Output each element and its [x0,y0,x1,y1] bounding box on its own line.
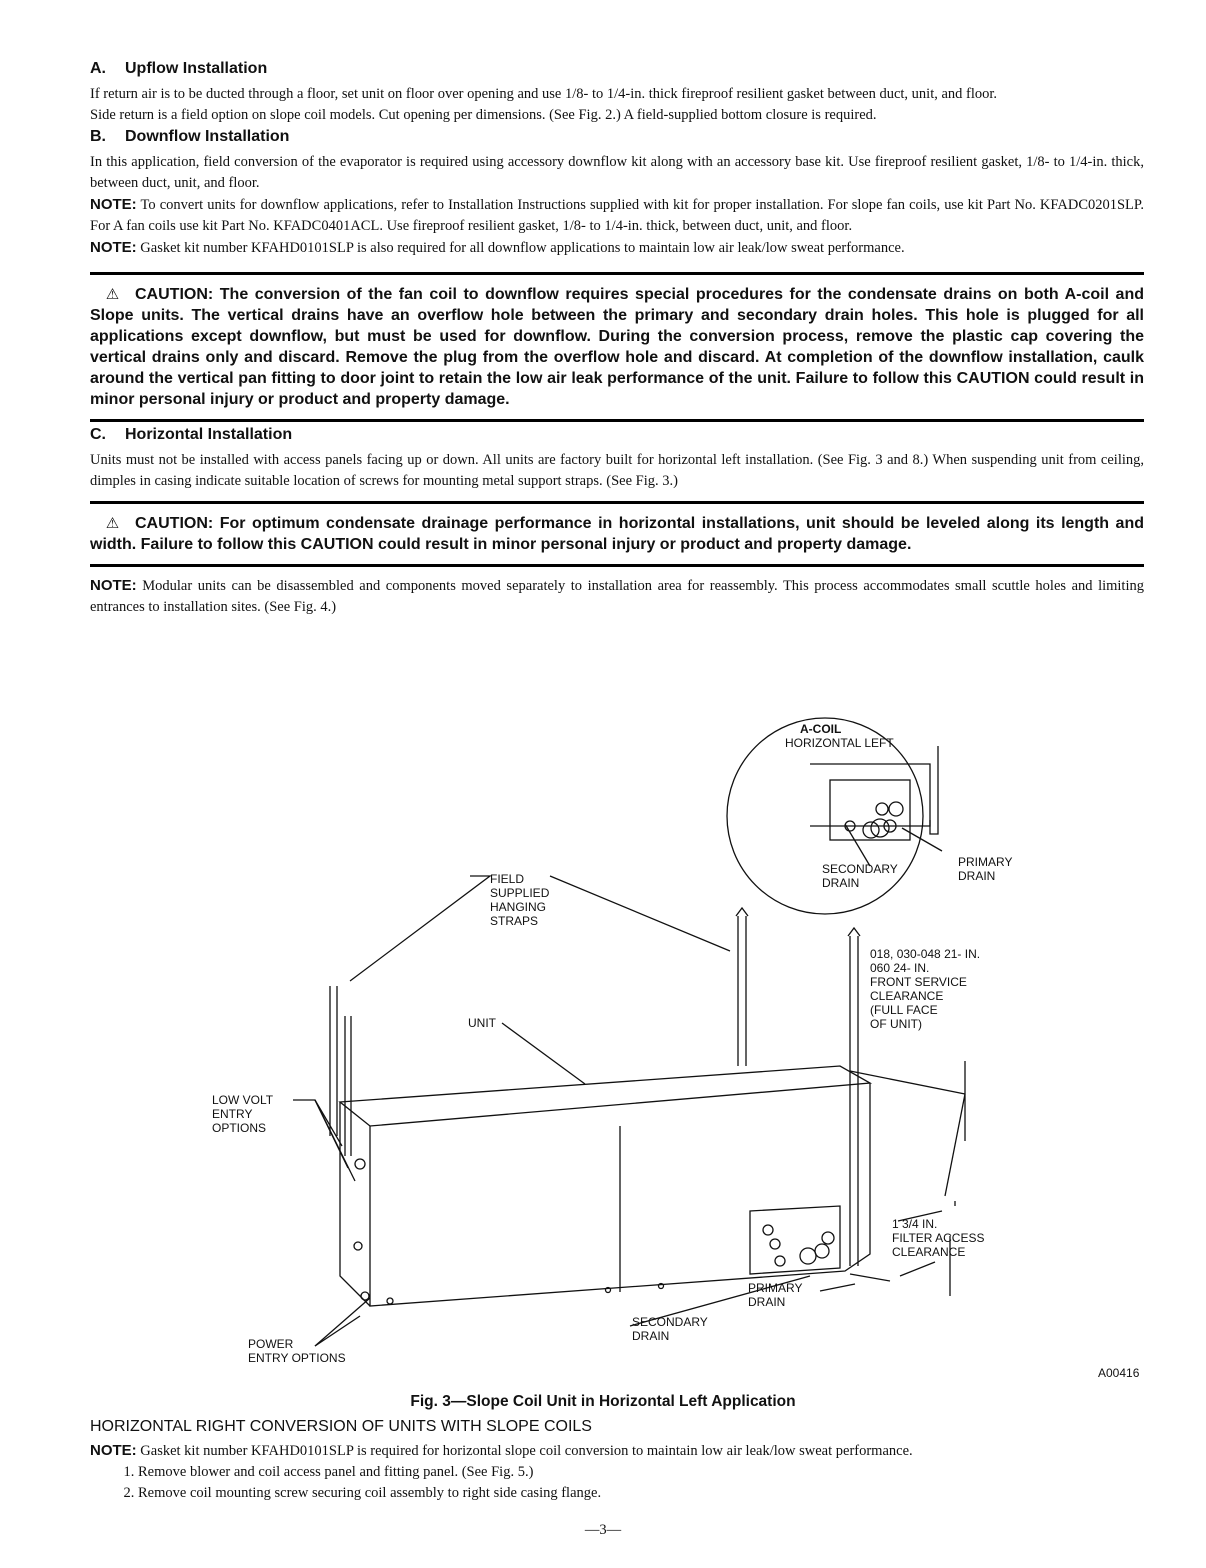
label-filter-2: FILTER ACCESS [892,1231,985,1245]
label-filter-1: 1 3/4 IN. [892,1217,938,1231]
strap-center [738,916,746,1066]
divider [90,272,1144,275]
label-filter-3: CLEARANCE [892,1245,966,1259]
caution-triangle-icon: ⚠ [105,515,120,532]
section-b-note-2: NOTE: Gasket kit number KFAHD0101SLP is also required for all downflow applications to maintain low air leak/low sweat performance. [90,239,905,256]
unit-top [340,1066,870,1126]
label-low-volt: LOW VOLT [212,1093,274,1107]
section-a-paragraph-1: If return air is to be ducted through a floor, set unit on floor over opening and use 1/8- to 1/4-in. thick fireproof resilient gasket between duct, unit, and floor. [90,86,998,102]
label-primary-drain-detail: PRIMARY [958,855,1013,869]
page-number: —3— [584,1522,622,1538]
label-primary-drain-2: DRAIN [748,1295,786,1309]
label-primary-drain: PRIMARY [748,1281,803,1295]
label-field: FIELD [490,872,525,886]
label-primary-drain-detail-2: DRAIN [958,869,996,883]
label-secondary-drain: SECONDARY [632,1315,708,1329]
divider [90,419,1144,422]
label-entry: ENTRY [212,1107,253,1121]
label-clearance-3: FRONT SERVICE [870,975,967,989]
label-secondary-drain-2: DRAIN [632,1329,670,1343]
horizontal-right-section [90,1416,1144,1504]
strap-right [850,936,858,1266]
label-unit: UNIT [468,1016,496,1030]
page-body [90,58,1144,618]
figure-caption: Fig. 3—Slope Coil Unit in Horizontal Left Application [410,1393,796,1410]
strap-left [330,986,337,1136]
label-hanging: HANGING [490,900,547,914]
figure-3-diagram [190,716,1150,1386]
section-c-heading: C. Horizontal Installation [90,426,293,443]
conversion-steps [90,1462,1144,1504]
figure-id: A00416 [1098,1366,1140,1380]
label-secondary-drain-detail-2: DRAIN [822,876,860,890]
label-clearance-2: 060 24- IN. [870,961,930,975]
horizontal-right-heading: HORIZONTAL RIGHT CONVERSION OF UNITS WITH SLOPE COILS [90,1418,592,1435]
section-a-heading: A. Upflow Installation [90,60,268,77]
label-clearance-4: CLEARANCE [870,989,944,1003]
list-item: 1. Remove blower and coil access panel and fitting panel. (See Fig. 5.) [138,1462,1144,1483]
label-options: OPTIONS [212,1121,267,1135]
section-b-heading: B. Downflow Installation [90,128,290,145]
section-b-paragraph-1: In this application, field conversion of the evaporator is required using accessory downflow kit along with an accessory base kit. Use fireproof resilient gasket, 1/8- to 1/4-in. thick, between duct, unit, and floor. [90,154,1144,191]
label-horizontal-left: HORIZONTAL LEFT [785,736,894,750]
modular-note: NOTE: Modular units can be disassembled and components moved separately to installation area for reassembly. This process accommodates small scuttle holes and limiting entrances to installation sites. (See Fig. 4.) [90,577,1144,615]
label-secondary-drain-detail: SECONDARY [822,862,898,876]
label-clearance-1: 018, 030-048 21- IN. [870,947,981,961]
caution-box-horizontal: ⚠ CAUTION: For optimum condensate drainage performance in horizontal installations, unit should be leveled along its length and width. Failure to follow this CAUTION could result in minor personal injury or product and property damage. [90,515,1145,553]
label-clearance-6: OF UNIT) [870,1017,922,1031]
slope-coil-illustration [190,716,1150,1386]
label-supplied: SUPPLIED [490,886,550,900]
section-a-paragraph-2: Side return is a field option on slope coil models. Cut opening per dimensions. (See Fig. 2.) A field-supplied bottom closure is required. [90,107,877,123]
divider [90,501,1144,504]
label-power-entry: ENTRY OPTIONS [248,1351,346,1365]
divider [90,564,1144,567]
label-clearance-5: (FULL FACE [870,1003,938,1017]
label-acoil: A-COIL [800,722,842,736]
horizontal-right-note: NOTE: Gasket kit number KFAHD0101SLP is required for horizontal slope coil conversion to maintain low air leak/low sweat performance. [90,1442,913,1459]
label-power: POWER [248,1337,294,1351]
fitting-panel [750,1206,840,1274]
section-c-paragraph-1: Units must not be installed with access panels facing up or down. All units are factory built for horizontal left installation. (See Fig. 3 and 8.) When suspending unit from ceiling, dimples in casing indicate suitable location of screws for mounting metal support straps. (See Fig. 3.) [90,452,1144,489]
label-straps: STRAPS [490,914,539,928]
section-b-note-1: NOTE: To convert units for downflow applications, refer to Installation Instructions supplied with kit for proper installation. For slope fan coils, use kit Part No. KFADC0201SLP. For A fan coils use kit Part No. KFADC0401ACL. Use fireproof resilient gasket, 1/8- to 1/4-in. thick, between duct, unit, and floor. [90,196,1144,234]
caution-box-downflow: ⚠ CAUTION: The conversion of the fan coil to downflow requires special procedures for the condensate drains on both A-coil and Slope units. The vertical drains have an overflow hole between the primary and secondary drain holes. This hole is plugged for all applications except downflow, but must be used for downflow. During the conversion process, remove the plastic cap covering the vertical drains only and discard. Remove the plug from the overflow hole and discard. At completion of the downflow installation, caulk around the vertical pan fitting to door joint to retain the low air leak performance of the unit. Failure to follow this CAUTION could result in minor personal injury or product and property damage. [90,286,1144,408]
list-item: 2. Remove coil mounting screw securing coil assembly to right side casing flange. [138,1483,1144,1504]
caution-triangle-icon: ⚠ [105,286,120,303]
